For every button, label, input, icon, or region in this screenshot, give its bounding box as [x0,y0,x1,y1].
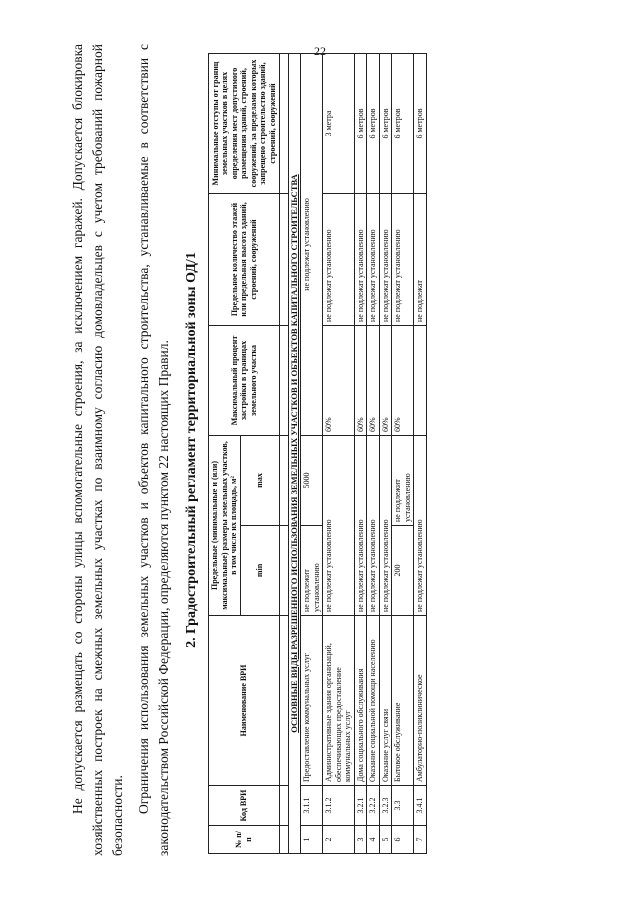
row-minmax: не подлежат установлению [354,436,367,616]
row-floors: не подлежат установлению [323,194,355,326]
regulation-table [208,53,427,854]
row-name: Бытовое обслуживание [392,616,414,786]
table-row [354,54,367,854]
row-name: Оказание социальной помощи населению [367,616,380,786]
header-setback: Минимальные отступы от границ земельных участков в целях определения мест допустимого размещения зданий, строений, сооружений, за пределами которых запрещено строительство зданий, строений, сооружений [209,54,280,194]
row-floors: не подлежат установлению [354,194,367,326]
table-row [301,54,323,854]
page-number: 22 [314,44,326,58]
row-max: 5000 [301,436,323,526]
row-setback: 6 метров [354,54,367,194]
row-minmax: не подлежат установлению [323,436,355,616]
row-num: 1 [301,826,323,854]
row-num: 3 [354,826,367,854]
row-percent: 60% [354,326,367,436]
row-name: Амбулаторно-поликлиническое [414,616,427,786]
row-percent [414,326,427,436]
table-row [414,54,427,854]
row-min: 200 [392,526,414,616]
row-minmax: не подлежат установлению [414,436,427,616]
row-name: Предоставление коммунальных услуг [301,616,323,786]
table-row [392,54,414,854]
row-num: 6 [392,826,414,854]
row-code: 3.2.1 [354,786,367,826]
row-num: 5 [379,826,392,854]
row-setback: 3 метра [323,54,355,194]
table-row [367,54,380,854]
row-percent: 60% [392,326,414,436]
header-max: max [240,436,279,526]
row-code: 3.1.1 [301,786,323,826]
row-setback: 6 метров [379,54,392,194]
rotated-sheet [60,40,620,860]
row-floors: не подлежат установлению [367,194,380,326]
row-minmax: не подлежат установлению [379,436,392,616]
row-name: Административные здания организаций, обеспечивающих предоставление коммунальных услуг [323,616,355,786]
table-row [379,54,392,854]
row-name: Дома социального обслуживания [354,616,367,786]
row-floors: не подлежат [414,194,427,326]
row-code: 3.4.1 [414,786,427,826]
header-name: Наименование ВРИ [209,616,280,786]
header-area: Предельные (минимальные и (или) максимальные) размеры земельных участков, в том числе их площадь, м² [209,436,241,616]
row-setback: 6 метров [367,54,380,194]
row-percent: 60% [323,326,355,436]
row-code: 3.2.2 [367,786,380,826]
header-percent: Максимальный процент застройки в границах земельного участка [209,326,280,436]
row-num: 4 [367,826,380,854]
row-code: 3.3 [392,786,414,826]
header-code: Код ВРИ [209,786,280,826]
row-max: не подлежит установлению [392,436,414,526]
row-code: 3.1.2 [323,786,355,826]
row-percent: 60% [379,326,392,436]
header-min: min [240,526,279,616]
row-num: 7 [414,826,427,854]
row-floors: не подлежат установлению [301,54,323,436]
row-setback: 6 метров [392,54,414,194]
header-num: № п/п [209,826,280,854]
table-row [323,54,355,854]
row-name: Оказание услуг связи [379,616,392,786]
header-floors: Предельное количество этажей или предельная высота зданий, строений, сооружений [209,194,280,326]
row-min: не подлежит установлению [301,526,323,616]
row-code: 3.2.3 [379,786,392,826]
row-floors: не подлежат установлению [379,194,392,326]
paragraph-outbuildings: Не допускается размещать со стороны улицы вспомогательные строения, за исключением гаражей. Допускается блокировка хозяйственных построек на смежных земельных участках по взаимному согласию домовладельцев с учетом требований пожарной безопасности. [70,44,125,856]
group-title: ОСНОВНЫЕ ВИДЫ РАЗРЕШЕННОГО ИСПОЛЬЗОВАНИЯ ЗЕМЕЛЬНЫХ УЧАСТКОВ И ОБЪЕКТОВ КАПИТАЛЬНОГО СТРОИТЕЛЬСТВА [288,54,301,854]
row-minmax: не подлежат установлению [367,436,380,616]
section-title: 2. Градостроительный регламент территориальной зоны ОД/1 [184,252,199,648]
row-setback: 6 метров [414,54,427,194]
row-num: 2 [323,826,355,854]
row-floors: не подлежат установлению [392,194,414,326]
paragraph-restrictions: Ограничения использования земельных участков и объектов капитального строительства, устанавливаемые в соответствии с законодательством Российской Федерации, определяются пунктом 22 настоящих Правил. [136,44,171,856]
row-percent: 60% [367,326,380,436]
